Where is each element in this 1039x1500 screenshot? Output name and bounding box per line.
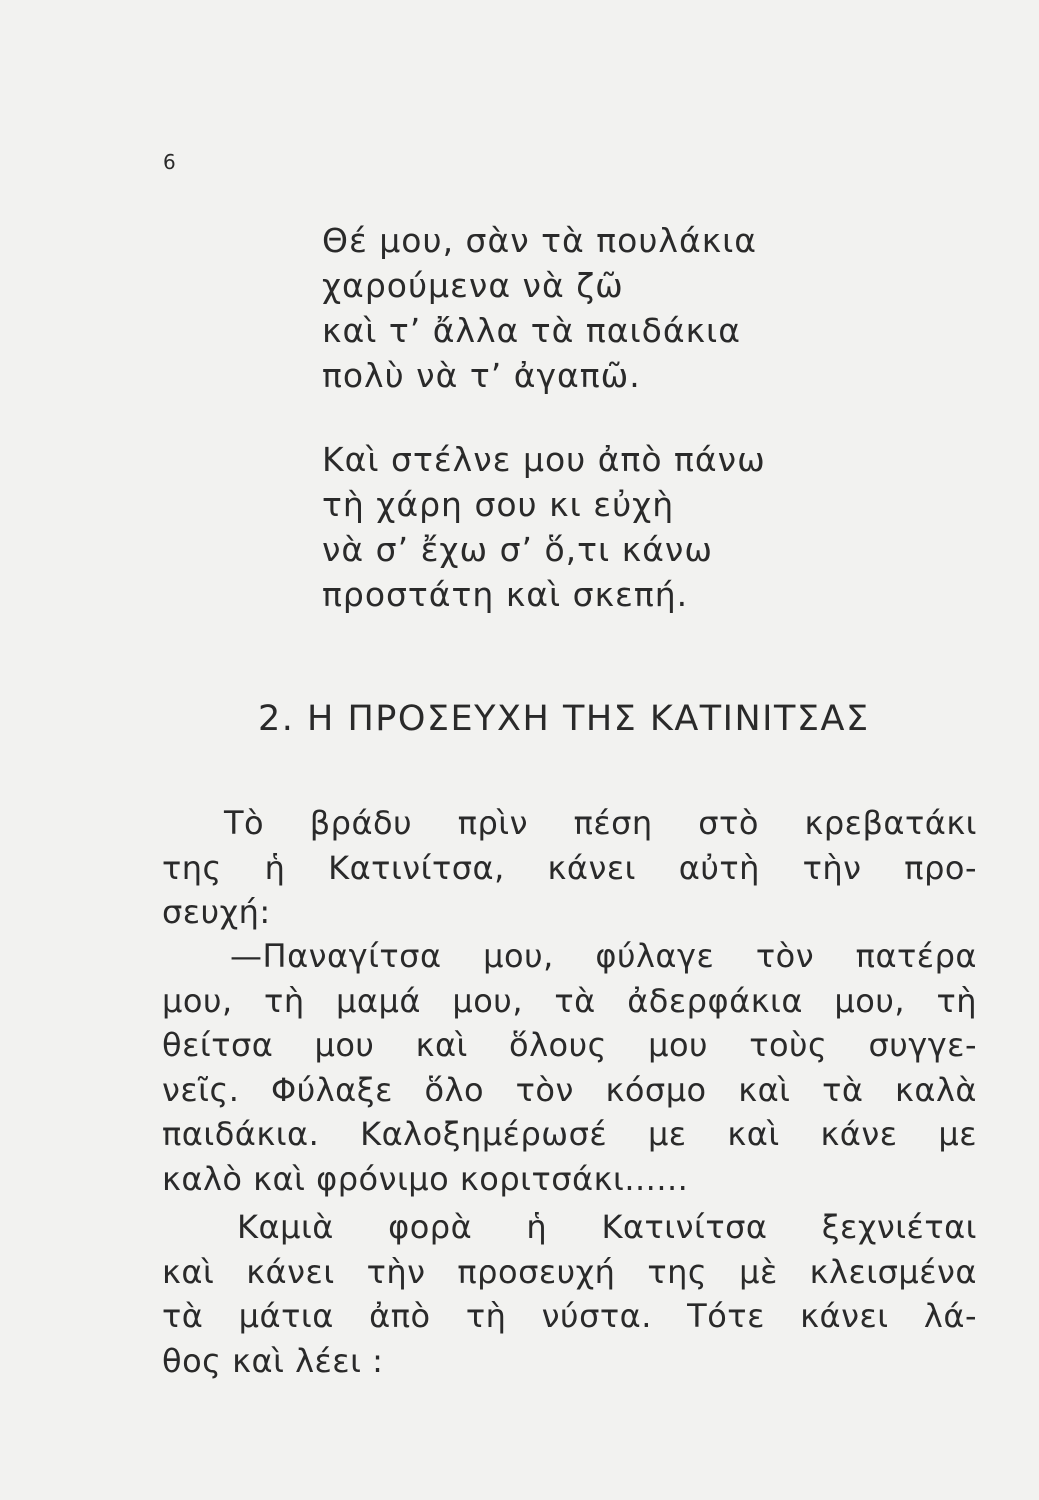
paragraph-line: —Παναγίτσα μου, φύλαγε τὸν πατέρα [230,937,977,975]
poem-line: χαρούμενα νὰ ζῶ [322,266,624,305]
paragraph-2 [162,934,977,1201]
poem-stanza-1 [322,218,757,398]
paragraph-line: νεῖς. Φύλαξε ὅλο τὸν κόσμο καὶ τὰ καλὰ [162,1070,977,1109]
paragraph-line: καλὸ καὶ φρόνιμο κοριτσάκι...... [162,1159,689,1198]
paragraph-line: θος καὶ λέει : [162,1341,384,1380]
poem-stanza-2 [322,437,766,617]
paragraph-3 [162,1205,977,1383]
paragraph-1 [162,801,977,935]
poem-line: Καὶ στέλνε μου ἀπὸ πάνω [322,440,766,479]
poem-line: νὰ σ’ ἔχω σ’ ὅ,τι κάνω [322,530,713,569]
paragraph-line: της ἡ Κατινίτσα, κάνει αὐτὴ τὴν προ- [162,848,977,887]
page-number: 6 [163,150,176,174]
paragraph-line: θείτσα μου καὶ ὅλους μου τοὺς συγγε- [162,1026,977,1064]
paragraph-line: καὶ κάνει τὴν προσευχή της μὲ κλεισμένα [162,1252,977,1291]
paragraph-line: Καμιὰ φορὰ ἡ Κατινίτσα ξεχνιέται [237,1208,977,1246]
paragraph-line: τὰ μάτια ἀπὸ τὴ νύστα. Τότε κάνει λά- [162,1297,977,1335]
section-heading: 2. Η ΠΡΟΣΕΥΧΗ ΤΗΣ ΚΑΤΙΝΙΤΣΑΣ [258,699,870,739]
poem-line: προστάτη καὶ σκεπή. [322,575,689,614]
poem-line: πολὺ νὰ τ’ ἀγαπῶ. [322,356,641,395]
paragraph-line: παιδάκια. Καλοξημέρωσέ με καὶ κάνε με [162,1115,977,1153]
paragraph-line: σευχή: [162,893,271,931]
poem-line: τὴ χάρη σου κι εὐχὴ [322,485,675,524]
paragraph-line: Τὸ βράδυ πρὶν πέση στὸ κρεβατάκι [224,804,977,842]
poem-line: καὶ τ’ ἄλλα τὰ παιδάκια [322,311,741,350]
poem-line: Θέ μου, σὰν τὰ πουλάκια [322,221,758,260]
paragraph-line: μου, τὴ μαμά μου, τὰ ἀδερφάκια μου, τὴ [162,981,977,1020]
